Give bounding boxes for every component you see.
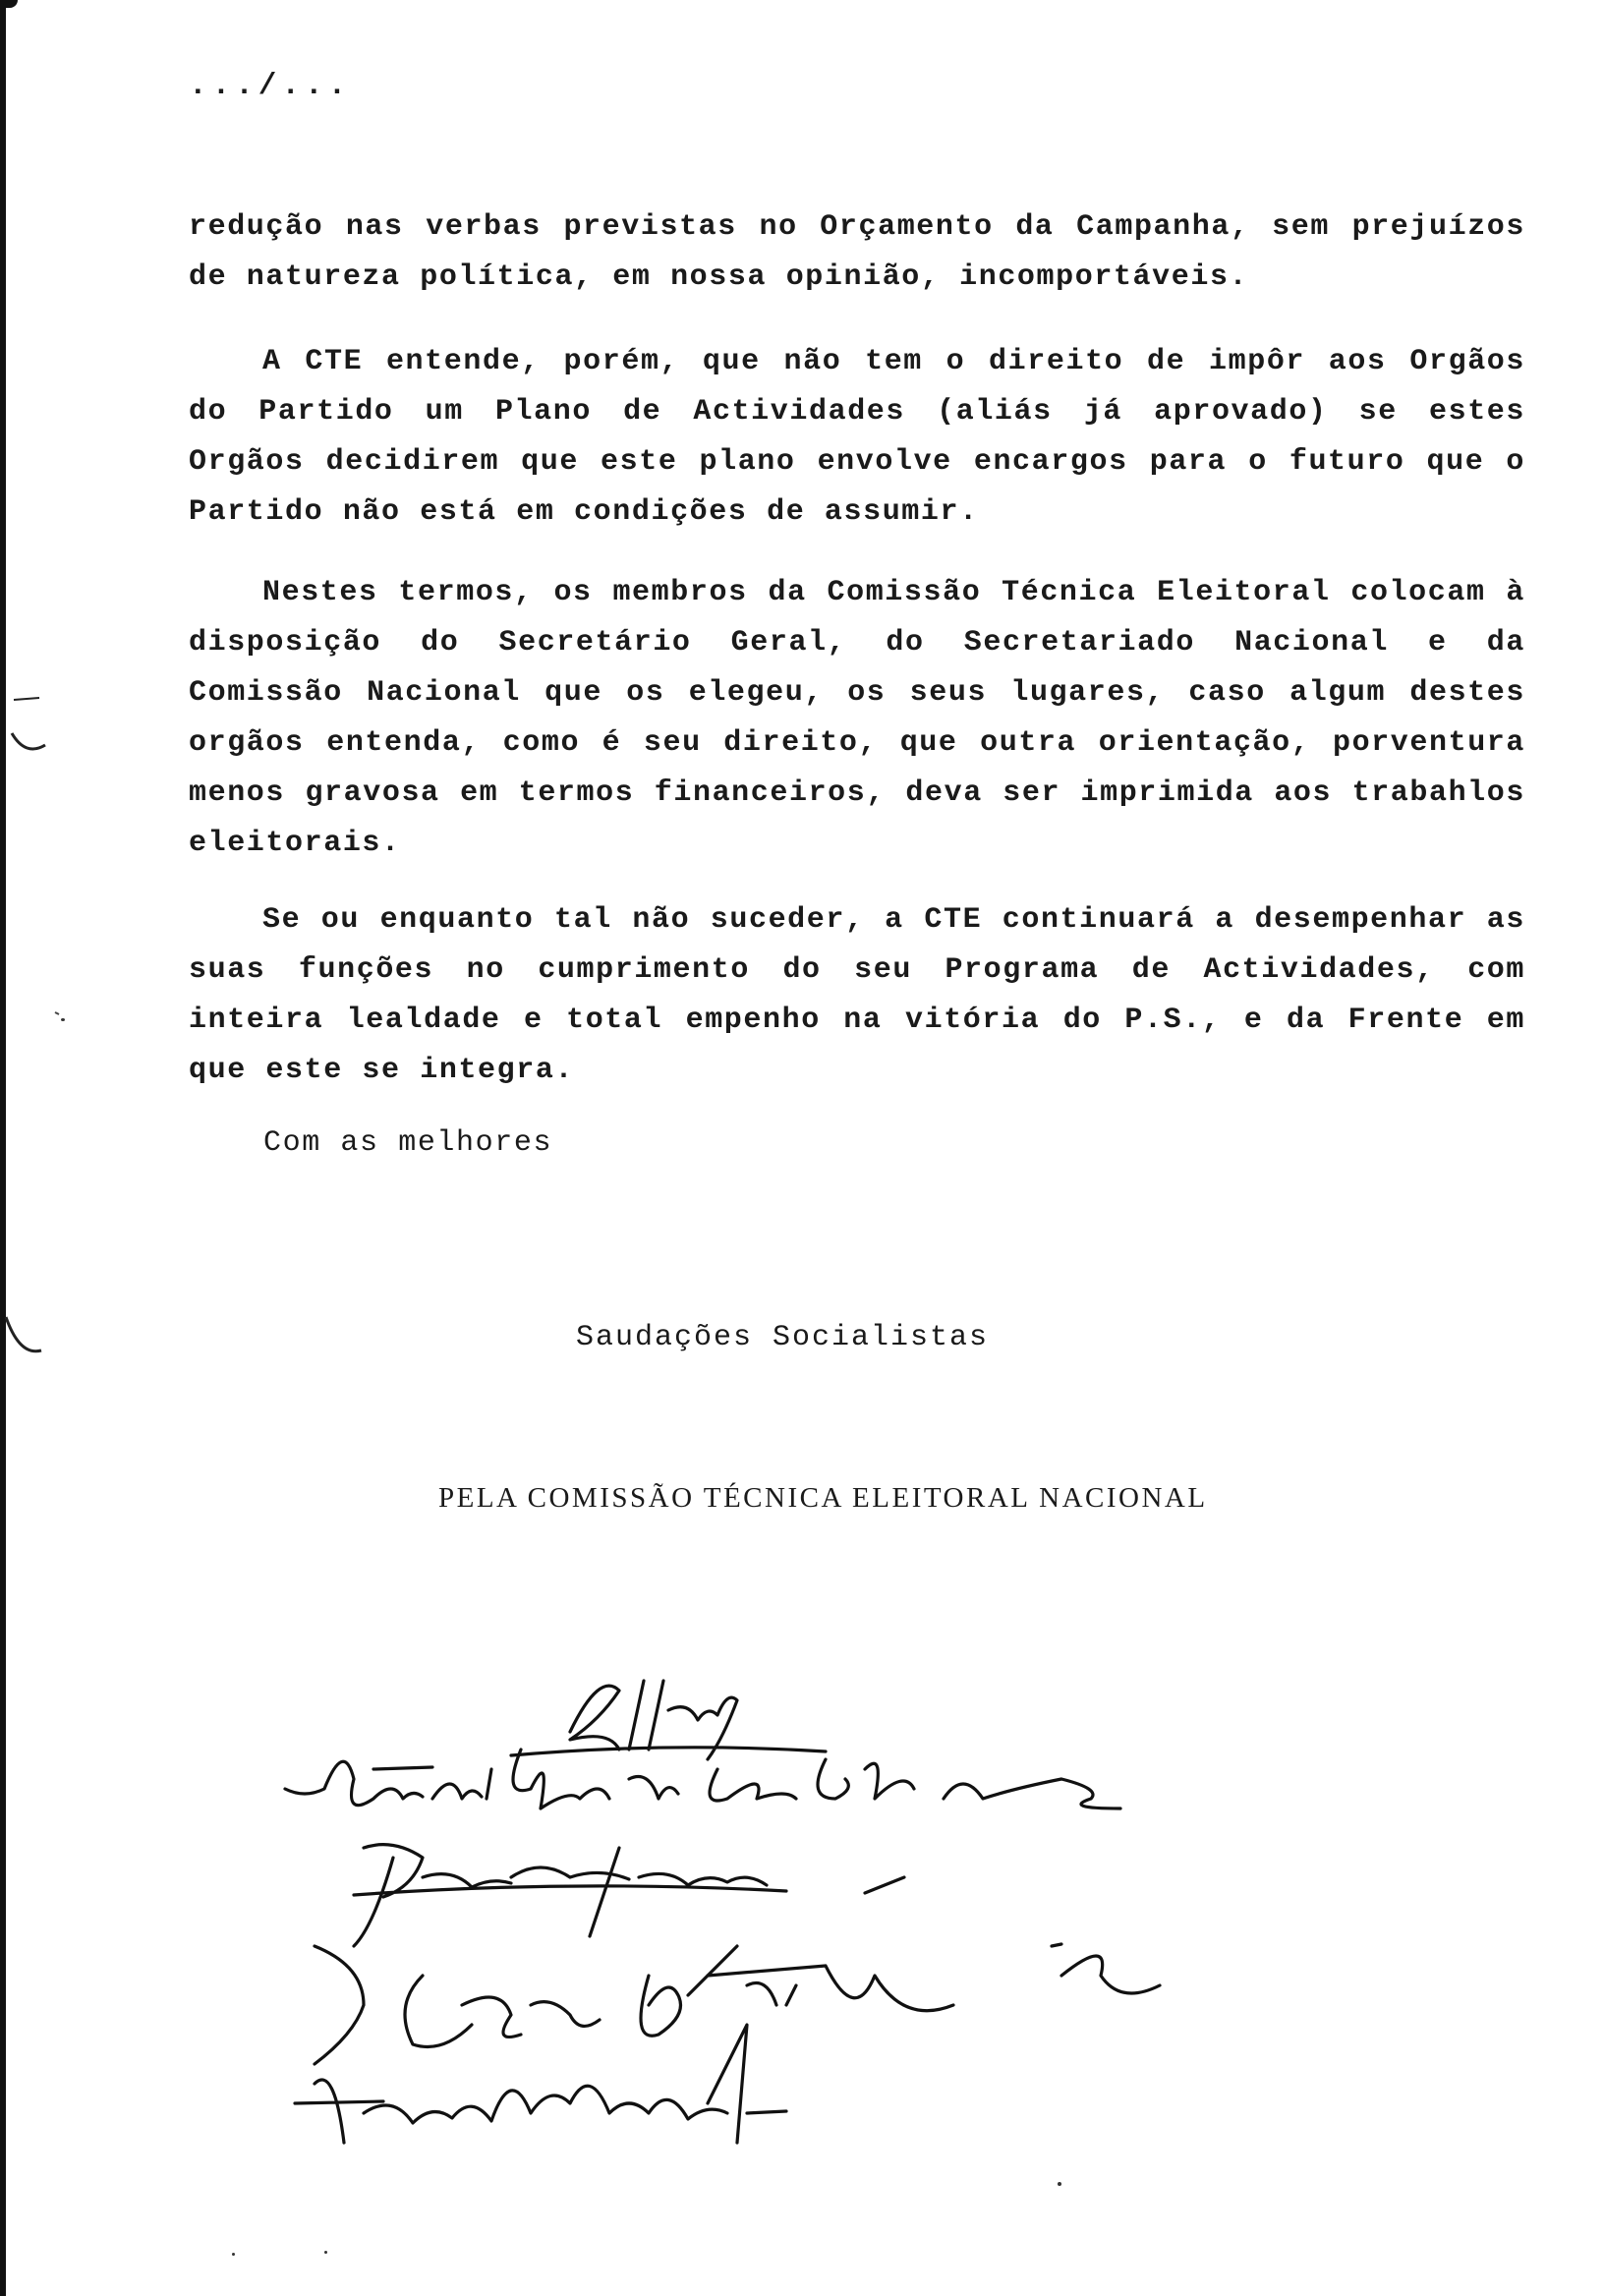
margin-punch-marks bbox=[0, 0, 79, 2296]
scan-speck bbox=[1058, 2182, 1061, 2186]
scan-speck bbox=[324, 2251, 327, 2254]
scan-speck bbox=[61, 1018, 65, 1021]
signature-6 bbox=[1052, 1944, 1160, 1993]
paragraph-2-text: A CTE entende, porém, que não tem o direito de impôr aos Orgãos do Partido um Plano de Actividades (aliás já aprovado) se estes Orgãos decidirem que este plano envolve encargos para o futuro que o Partido não está em condições de assumir. bbox=[189, 345, 1525, 529]
scan-speck bbox=[232, 2253, 235, 2256]
signatory-line: PELA COMISSÃO TÉCNICA ELEITORAL NACIONAL bbox=[438, 1482, 1208, 1514]
handwritten-signatures bbox=[275, 1651, 1376, 2202]
paragraph-4-text: Se ou enquanto tal não suceder, a CTE continuará a desempenhar as suas funções no cumprimento do seu Programa de Actividades, com inteira lealdade e total empenho na vitória do P.S., e da Frente em que este se integra. bbox=[189, 903, 1525, 1087]
paragraph-1: redução nas verbas previstas no Orçamento da Campanha, sem prejuízos de natureza política, em nossa opinião, incomportáveis. bbox=[189, 210, 1525, 294]
paragraph-2 bbox=[189, 337, 1525, 538]
signature-1 bbox=[511, 1681, 826, 1759]
signature-4 bbox=[315, 1946, 953, 2064]
paragraph-3-text: Nestes termos, os membros da Comissão Técnica Eleitoral colocam à disposição do Secretário Geral, do Secretariado Nacional e da Comissão Nacional que os elegeu, os seus lugares, caso algum destes orgãos entenda, como é seu direito, que outra orientação, porventura menos gravosa em termos financeiros, deva ser imprimida aos trabahlos eleitorais. bbox=[189, 576, 1525, 860]
greeting: Saudações Socialistas bbox=[576, 1321, 990, 1354]
signature-5 bbox=[295, 2025, 786, 2143]
continuation-marker: .../... bbox=[189, 69, 352, 103]
closing-phrase: Com as melhores bbox=[263, 1126, 553, 1160]
paragraph-3 bbox=[189, 568, 1525, 869]
signature-3 bbox=[354, 1845, 904, 1946]
signature-2 bbox=[285, 1750, 1120, 1808]
paragraph-4 bbox=[189, 895, 1525, 1096]
